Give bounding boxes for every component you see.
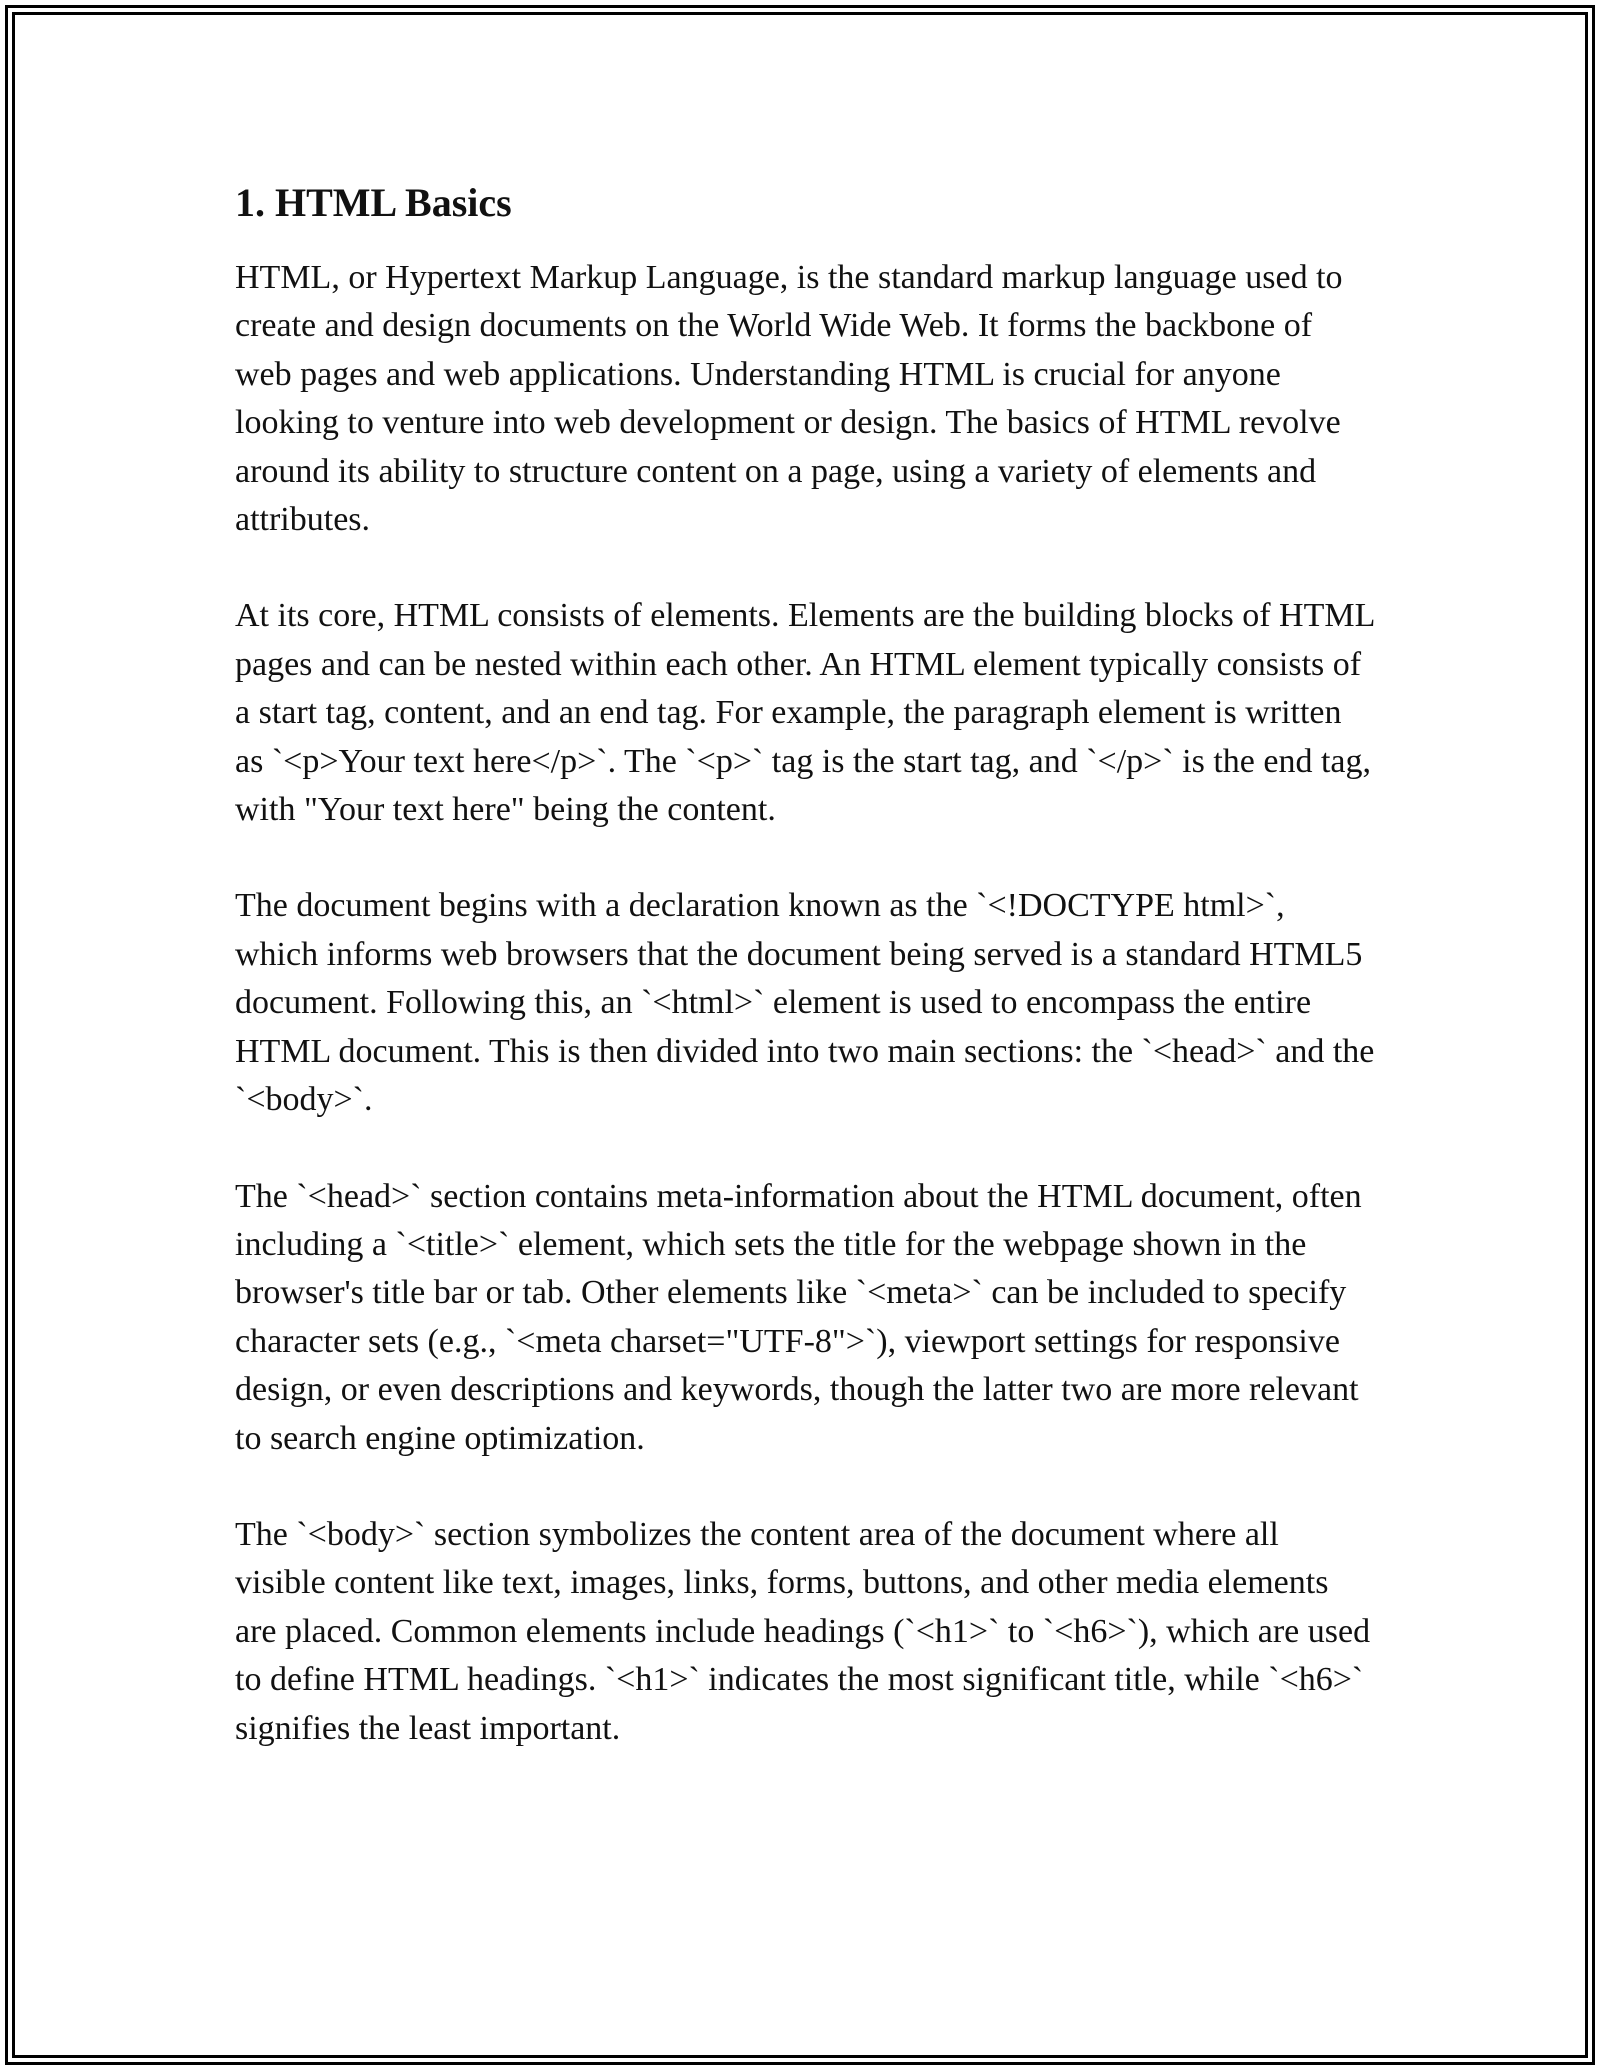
section-heading: 1. HTML Basics: [235, 180, 512, 225]
document-content: [235, 178, 1375, 1801]
paragraph-head-section: The `<head>` section contains meta-information about the HTML document, often including a `<title>` element, which sets the title for the webpage shown in the browser's title bar or tab. Other elements like `<meta>` can be included to specify character sets (e.g., `<meta charset="UTF-8">`), viewport settings for responsive design, or even descriptions and keywords, though the latter two are more relevant to search engine optimization.: [235, 1177, 1362, 1457]
paragraph-doctype: The document begins with a declaration known as the `<!DOCTYPE html>`, which informs web browsers that the document being served is a standard HTML5 document. Following this, an `<html>` element is used to encompass the entire HTML document. This is then divided into two main sections: the `<head>` and the `<body>`.: [235, 887, 1375, 1119]
paragraph-body-section: The `<body>` section symbolizes the content area of the document where all visible content like text, images, links, forms, buttons, and other media elements are placed. Common elements include headings (`<h1>` to `<h6>`), which are used to define HTML headings. `<h1>` indicates the most significant title, while `<h6>` signifies the least important.: [235, 1515, 1371, 1747]
paragraph-elements: At its core, HTML consists of elements. Elements are the building blocks of HTML pages and can be nested within each other. An HTML element typically consists of a start tag, content, and an end tag. For example, the paragraph element is written as `<p>Your text here</p>`. The `<p>` tag is the start tag, and `</p>` is the end tag, with "Your text here" being the content.: [235, 597, 1375, 829]
paragraph-html-intro: HTML, or Hypertext Markup Language, is the standard markup language used to create and design documents on the World Wide Web. It forms the backbone of web pages and web applications. Understanding HTML is crucial for anyone looking to venture into web development or design. The basics of HTML revolve around its ability to structure content on a page, using a variety of elements and attributes.: [235, 259, 1343, 539]
